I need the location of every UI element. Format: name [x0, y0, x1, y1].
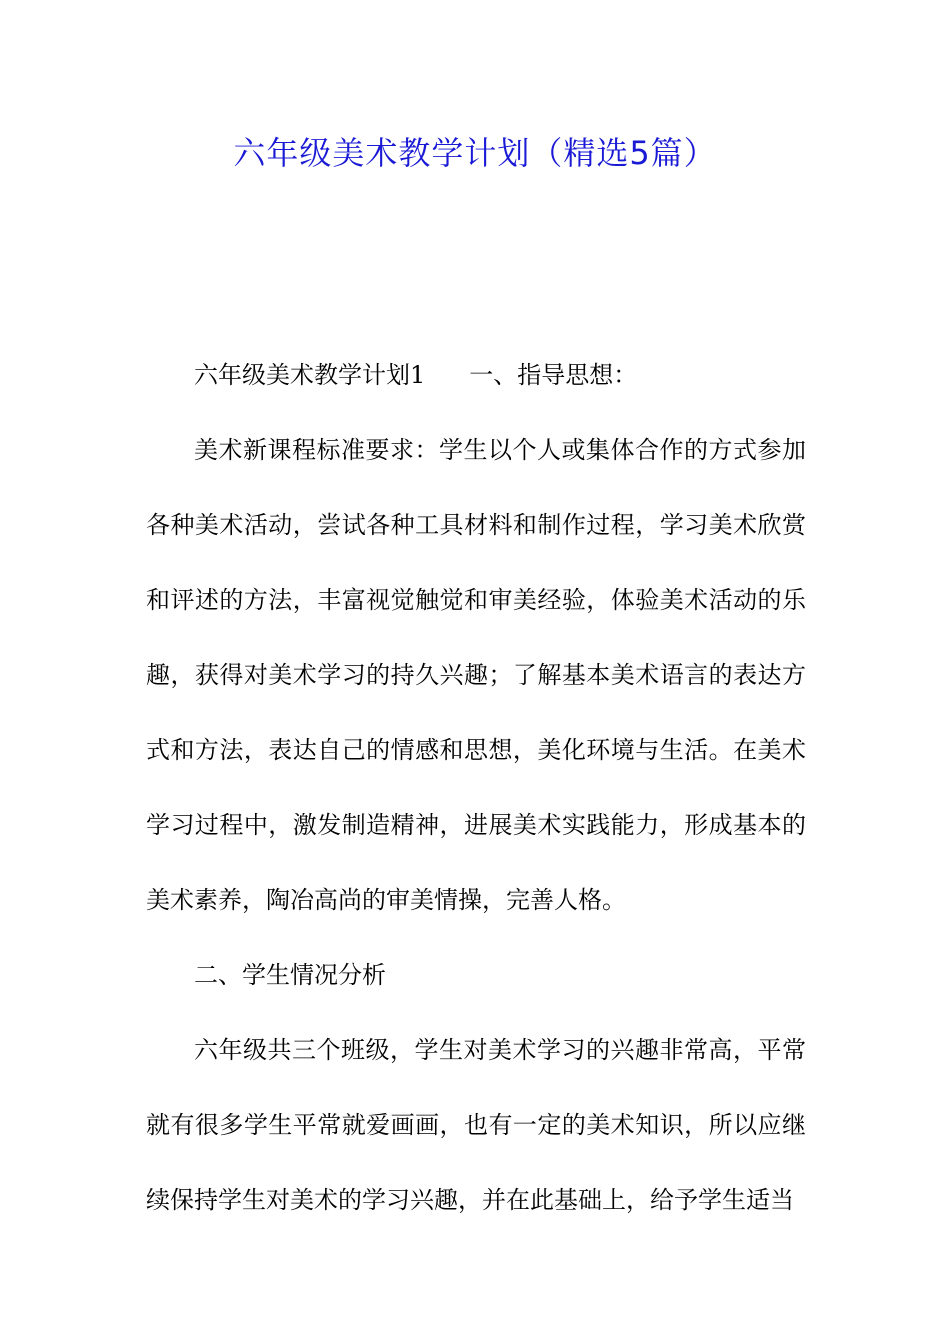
section1-heading: 一、指导思想：	[469, 361, 638, 389]
paragraph-student-analysis: 六年级共三个班级，学生对美术学习的兴趣非常高，平常就有很多学生平常就爱画画，也有一定的美术知识，所以应继续保持学生对美术的学习兴趣，并在此基础上，给予学生适当	[146, 1036, 806, 1214]
document-title: 六年级美术教学计划（精选5篇）	[233, 134, 717, 172]
section1-heading-line	[146, 338, 806, 413]
paragraph-guiding-ideas: 美术新课程标准要求：学生以个人或集体合作的方式参加各种美术活动，尝试各种工具材料和制作过程，学习美术欣赏和评述的方法，丰富视觉触觉和审美经验，体验美术活动的乐趣，获得对美术学习的持久兴趣；了解基本美术语言的表达方式和方法，表达自己的情感和思想，美化环境与生活。在美术学习过程中，激发制造精神，进展美术实践能力，形成基本的美术素养，陶冶高尚的审美情操，完善人格。	[146, 436, 806, 914]
section1-label: 六年级美术教学计划1	[194, 361, 426, 389]
section2-heading: 二、学生情况分析	[194, 961, 386, 989]
document-body	[146, 338, 806, 1238]
